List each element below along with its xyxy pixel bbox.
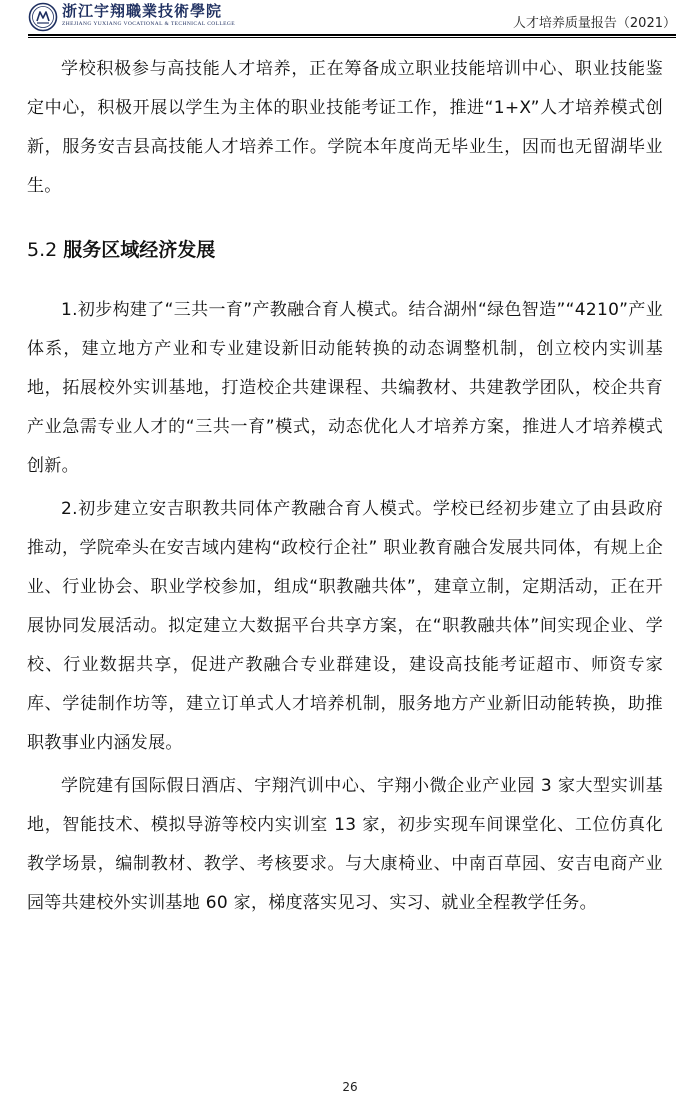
page-content xyxy=(27,50,663,923)
paragraph-training-bases: 学院建有国际假日酒店、宇翔汽训中心、宇翔小微企业产业园 3 家大型实训基地，智能技术、模拟导游等校内实训室 13 家，初步实现车间课堂化、工位仿真化教学场景，编制教材、教学、考核要求。与大康椅业、中南百草园、安吉电商产业园等共建校外实训基地 60 家，梯度落实见习、实习、就业全程教学任务。 xyxy=(27,776,663,913)
paragraph-anji-community: 2.初步建立安吉职教共同体产教融合育人模式。学校已经初步建立了由县政府推动，学院牵头在安吉域内建构“政校行企社” 职业教育融合发展共同体，有规上企业、行业协会、职业学校参加，组成“职教融共体”，建章立制，定期活动，正在开展协同发展活动。拟定建立大数据平台共享方案，在“职教融共体”间实现企业、学校、行业数据共享，促进产教融合专业群建设，建设高技能考证超市、师资专家库、学徒制作坊等，建立订单式人才培养机制，服务地方产业新旧动能转换，助推职教事业内涵发展。 xyxy=(27,499,663,753)
section-title: 服务区域经济发展 xyxy=(63,239,216,261)
section-heading xyxy=(27,237,663,263)
header-divider xyxy=(28,34,676,36)
paragraph-sangong-yiyu: 1.初步构建了“三共一育”产教融合育人模式。结合湖州“绿色智造”“4210”产业体系，建立地方产业和专业建设新旧动能转换的动态调整机制，创立校内实训基地，拓展校外实训基地，打造校企共建课程、共编教材、共建教学团队，校企共育产业急需专业人才的“三共一育”模式，动态优化人才培养方案，推进人才培养模式创新。 xyxy=(27,300,663,476)
header-divider-thin xyxy=(28,37,676,38)
section-number: 5.2 xyxy=(27,239,58,261)
paragraph-talent-training: 学校积极参与高技能人才培养，正在筹备成立职业技能培训中心、职业技能鉴定中心，积极开展以学生为主体的职业技能考证工作，推进“1+X”人才培养模式创新，服务安吉县高技能人才培养工作。学院本年度尚无毕业生，因而也无留湖毕业生。 xyxy=(27,59,663,196)
page-header xyxy=(28,2,676,32)
page-number: 26 xyxy=(342,1080,358,1094)
report-title: 人才培养质量报告（2021） xyxy=(512,16,676,31)
school-brand xyxy=(62,3,235,28)
school-name-en: ZHEJIANG YUXIANG VOCATIONAL & TECHNICAL COLLEGE xyxy=(62,21,236,27)
school-emblem-icon xyxy=(28,2,58,32)
school-name-cn: 浙江宇翔職業技術學院 xyxy=(62,2,223,20)
